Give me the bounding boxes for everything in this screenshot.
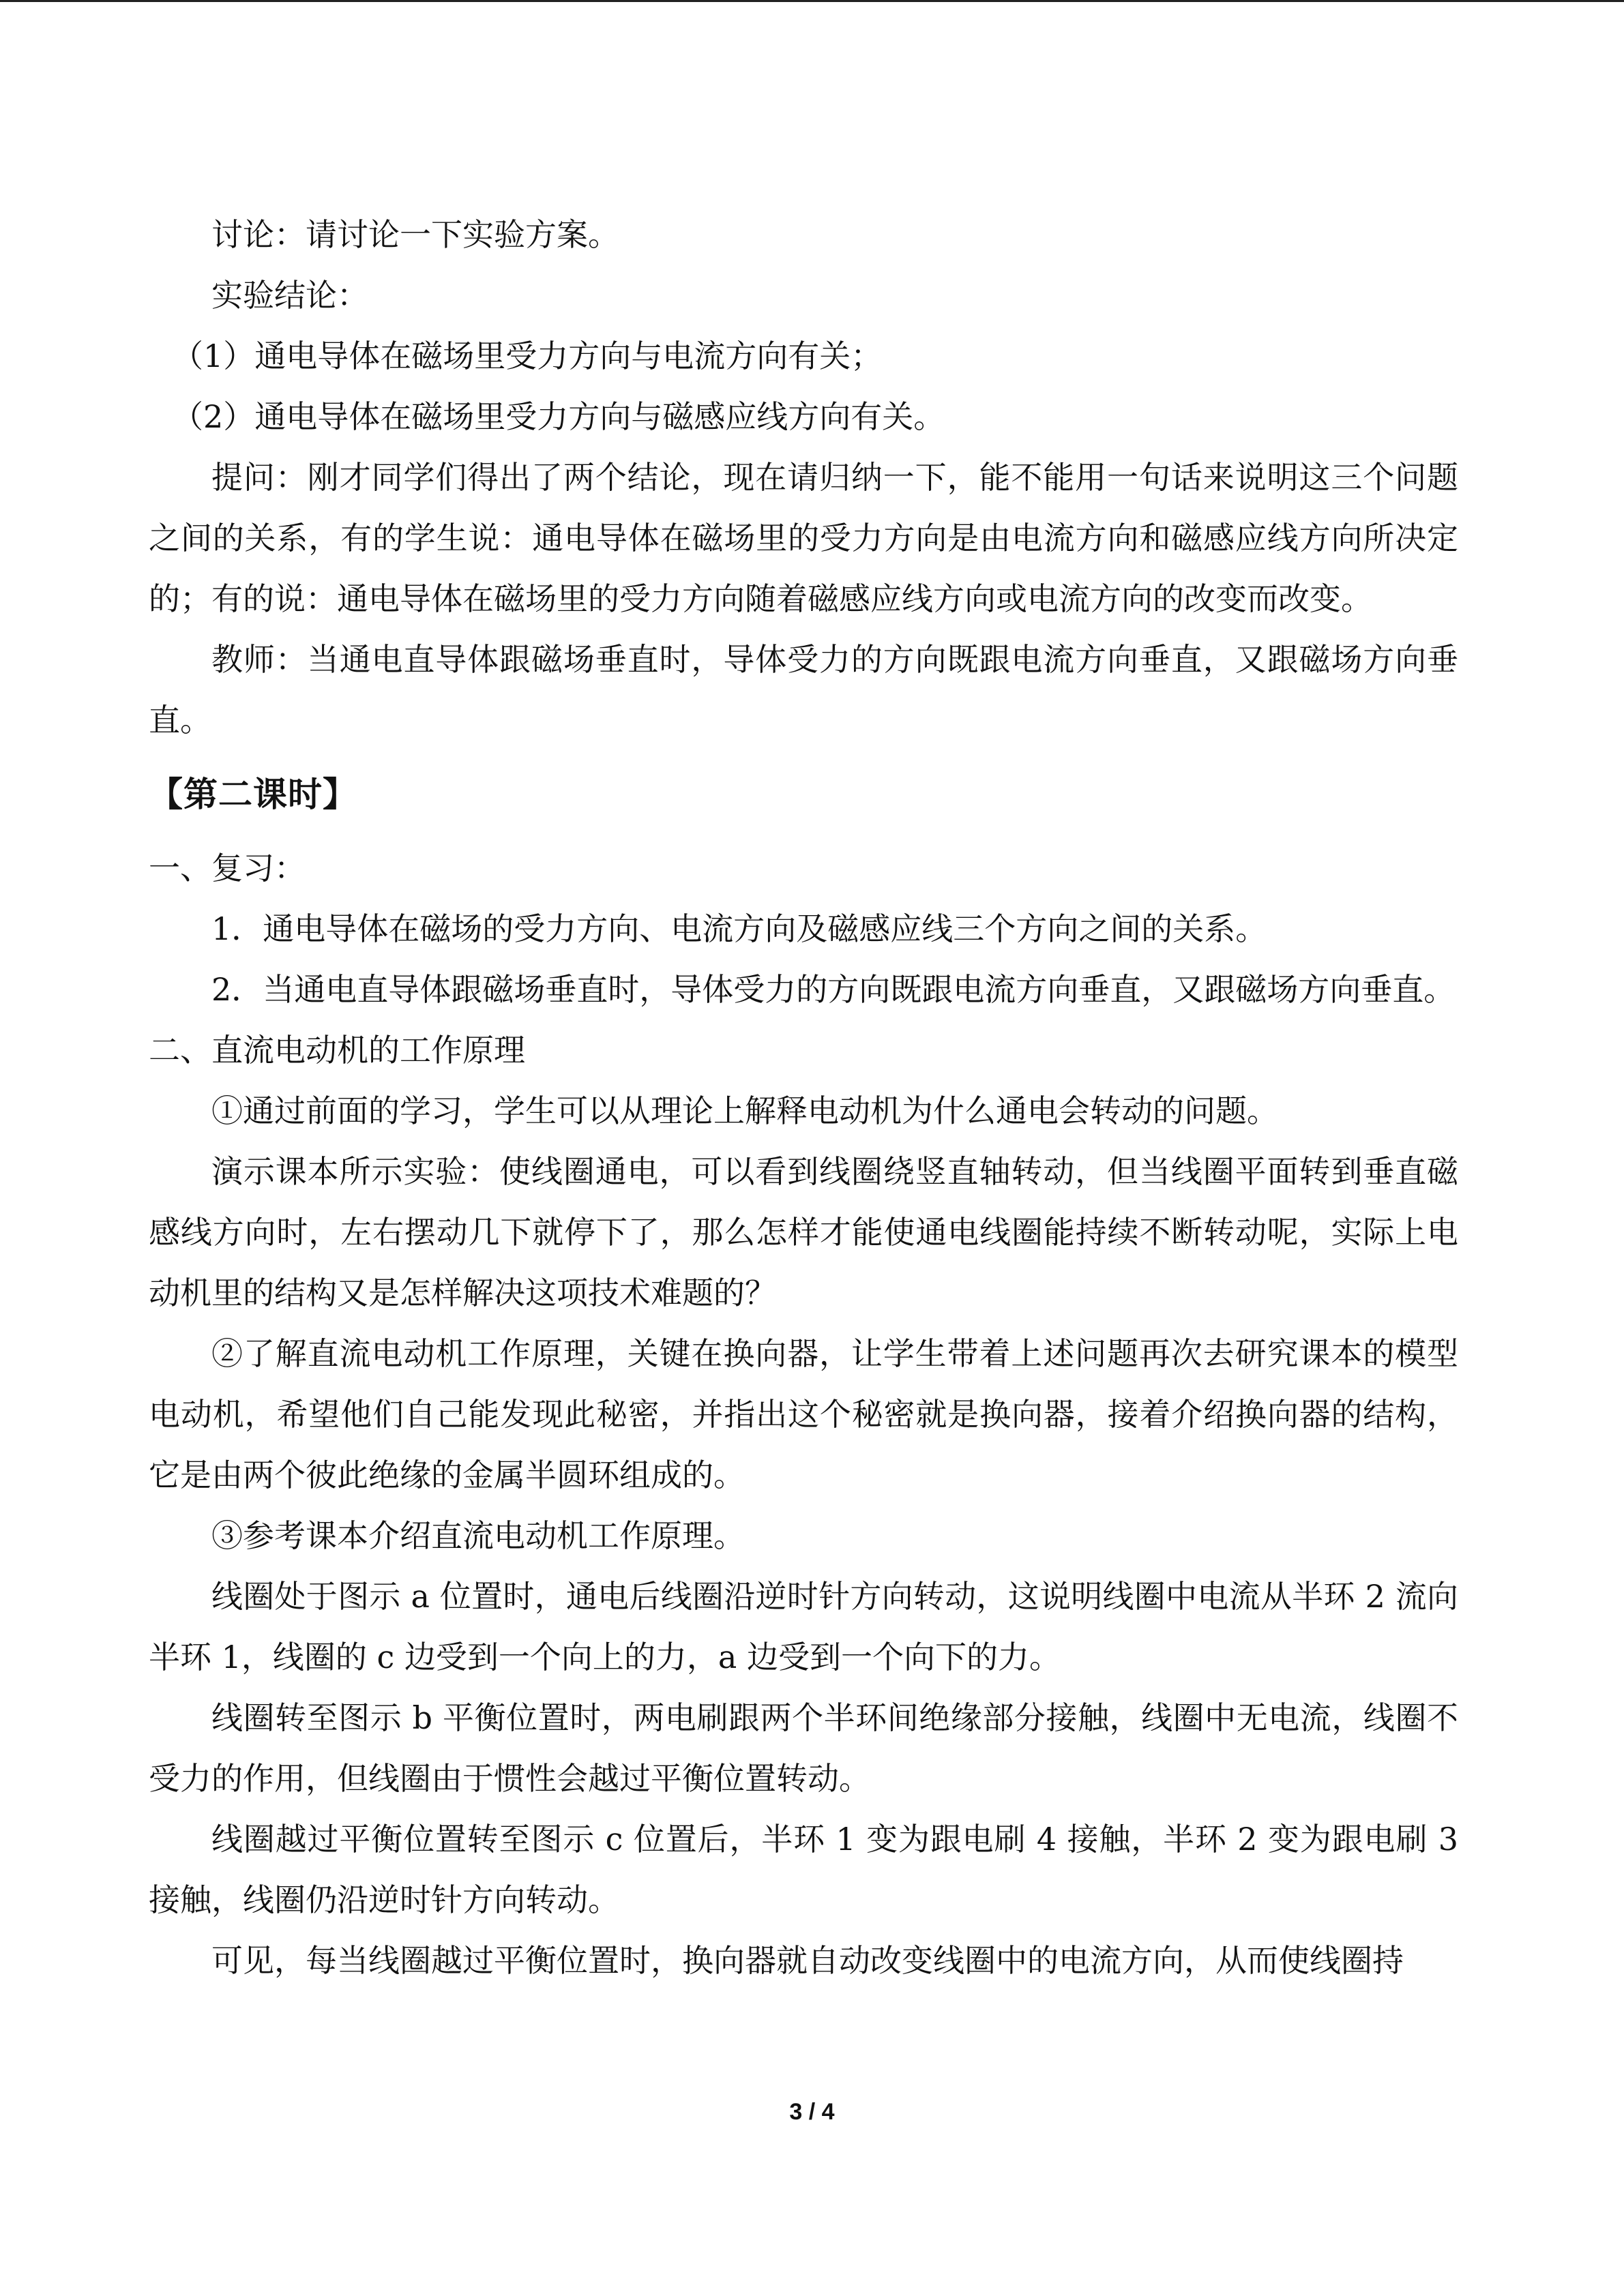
paragraph-teacher: 教师：当通电直导体跟磁场垂直时，导体受力的方向既跟电流方向垂直，又跟磁场方向垂直。 (149, 641, 1458, 739)
paragraph-position-b: 线圈转至图示 b 平衡位置时，两电刷跟两个半环间绝缘部分接触，线圈中无电流，线圈不受力的作用，但线圈由于惯性会越过平衡位置转动。 (149, 1699, 1458, 1797)
paragraph-position-a: 线圈处于图示 a 位置时，通电后线圈沿逆时针方向转动，这说明线圈中电流从半环 2 流向半环 1，线圈的 c 边受到一个向上的力，a 边受到一个向下的力。 (149, 1578, 1458, 1675)
paragraph-review-heading: 一、复习： (149, 850, 306, 886)
paragraph-principle: ③参考课本介绍直流电动机工作原理。 (211, 1517, 745, 1554)
paragraph-summary: 可见，每当线圈越过平衡位置时，换向器就自动改变线圈中的电流方向，从而使线圈持 (211, 1942, 1404, 1979)
section-heading: 【第二课时】 (149, 775, 357, 814)
paragraph-motor-heading: 二、直流电动机的工作原理 (149, 1032, 525, 1069)
paragraph-conclusion-2: （2）通电导体在磁场里受力方向与磁感应线方向有关。 (172, 398, 945, 435)
paragraph-question: 提问：刚才同学们得出了两个结论，现在请归纳一下，能不能用一句话来说明这三个问题之间的关系，有的学生说：通电导体在磁场里的受力方向是由电流方向和磁感应线方向所决定的；有的说：通电导体在磁场里的受力方向随着磁感应线方向或电流方向的改变而改变。 (149, 459, 1458, 617)
paragraph-conclusion-1: （1）通电导体在磁场里受力方向与电流方向有关； (172, 338, 883, 374)
paragraph-review-2: 2．当通电直导体跟磁场垂直时，导体受力的方向既跟电流方向垂直，又跟磁场方向垂直。 (211, 971, 1456, 1008)
paragraph-demo: 演示课本所示实验：使线圈通电，可以看到线圈绕竖直轴转动，但当线圈平面转到垂直磁感线方向时，左右摆动几下就停下了，那么怎样才能使通电线圈能持续不断转动呢，实际上电动机里的结构又是怎样解决这项技术难题的？ (149, 1153, 1458, 1311)
paragraph-position-c: 线圈越过平衡位置转至图示 c 位置后，半环 1 变为跟电刷 4 接触，半环 2 变为跟电刷 3 接触，线圈仍沿逆时针方向转动。 (149, 1821, 1458, 1918)
paragraph-commutator: ②了解直流电动机工作原理，关键在换向器，让学生带着上述问题再次去研究课本的模型电动机，希望他们自己能发现此秘密，并指出这个秘密就是换向器，接着介绍换向器的结构，它是由两个彼此绝缘的金属半圆环组成的。 (149, 1335, 1458, 1493)
document-body (149, 205, 1458, 1991)
paragraph-review-1: 1．通电导体在磁场的受力方向、电流方向及磁感应线三个方向之间的关系。 (211, 910, 1267, 947)
paragraph-discussion: 讨论：请讨论一下实验方案。 (211, 216, 619, 253)
page-number: 3 / 4 (789, 2099, 835, 2125)
paragraph-motor-1: ①通过前面的学习，学生可以从理论上解释电动机为什么通电会转动的问题。 (211, 1092, 1278, 1129)
paragraph-conclusion-label: 实验结论： (211, 277, 368, 314)
top-border-line (0, 0, 1624, 2)
